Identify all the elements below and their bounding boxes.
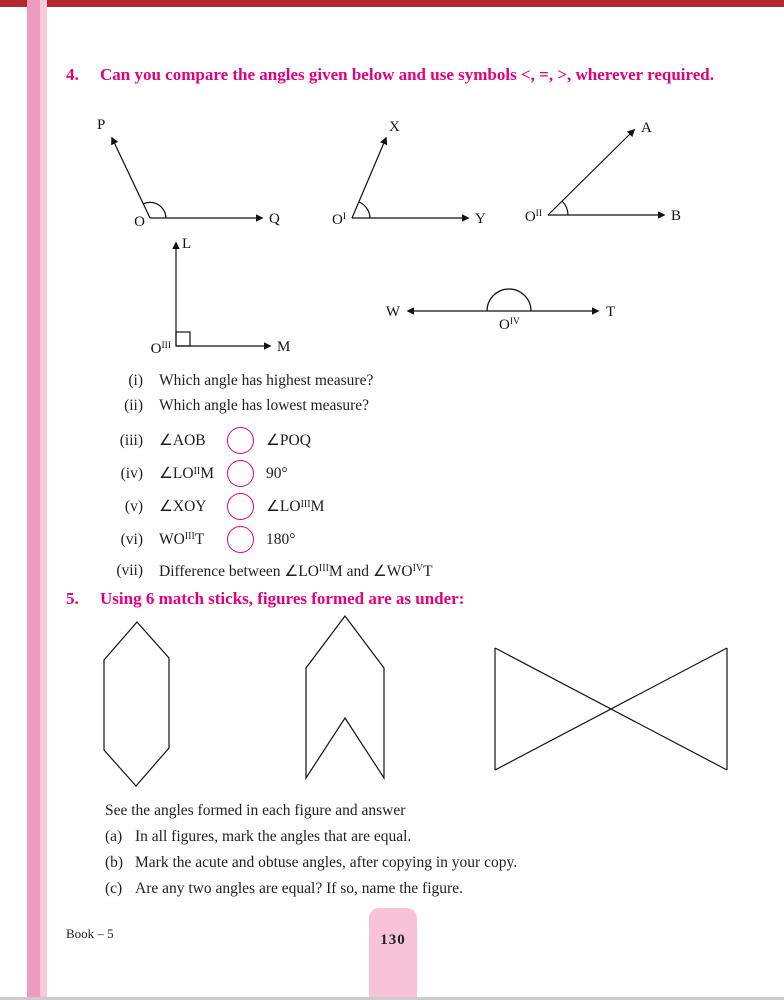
label-A: A <box>641 120 652 136</box>
question-5-text: Using 6 match sticks, figures formed are as under: <box>100 589 465 608</box>
question-5-number: 5. <box>66 589 79 608</box>
semicircle-arc-wot <box>487 289 531 311</box>
label-O4: $O^{IV}$ <box>499 317 520 333</box>
page-number: 130 <box>380 932 406 948</box>
question-5-intro: See the angles formed in each figure and answer <box>105 802 406 819</box>
subquestion-i-text: Which angle has highest measure? <box>159 371 374 389</box>
item-b-number: (b) <box>105 854 124 871</box>
subquestion-ii <box>105 393 715 418</box>
subquestion-vii-text: Difference between $\angle LO^{III}M$ and $\angle WO^{IV}T$ <box>159 562 433 580</box>
subquestion-vii <box>105 556 715 586</box>
figure-arrow <box>306 616 384 778</box>
answer-circle-vi[interactable] <box>227 526 254 553</box>
label-Q: Q <box>269 211 280 227</box>
subquestion-iii-number: (iii) <box>119 431 143 449</box>
question-5-instructions <box>105 798 705 902</box>
subquestion-ii-text: Which angle has lowest measure? <box>159 396 370 414</box>
figure-angle-lom <box>151 236 291 357</box>
expression-wot: $WO^{III}T$ <box>159 530 205 548</box>
label-B: B <box>671 208 682 224</box>
figure-angle-wot <box>386 289 615 333</box>
question-4-number: 4. <box>66 65 79 84</box>
answer-circle-iv[interactable] <box>227 460 254 487</box>
label-X: X <box>389 119 400 135</box>
figure-hexagon <box>104 622 169 786</box>
subquestion-ii-number: (ii) <box>124 396 143 414</box>
subquestion-iii <box>105 424 715 457</box>
subquestion-vii-number: (vii) <box>116 562 143 579</box>
ray-op <box>112 138 150 218</box>
answer-circle-iii[interactable] <box>227 427 254 454</box>
subquestion-v <box>105 490 715 523</box>
expression-aob: ∠AOB <box>159 432 206 449</box>
subquestion-vi <box>105 523 715 556</box>
label-O2: $O^{II}$ <box>524 209 542 225</box>
label-T: T <box>606 304 616 320</box>
value-180-degrees: 180° <box>266 530 296 548</box>
question-4-subquestions <box>105 368 715 586</box>
subquestion-vi-number: (vi) <box>120 530 143 548</box>
label-O3: $O^{III}$ <box>150 341 171 357</box>
left-pink-strip <box>27 0 40 1000</box>
angle-arc-xoy <box>359 202 370 218</box>
matchstick-figures-diagram <box>95 612 740 794</box>
question-4-heading <box>66 64 722 87</box>
question-5-item-a <box>105 824 705 850</box>
label-P: P <box>97 117 106 133</box>
subquestion-iv <box>105 457 715 490</box>
figure-angle-xoy <box>332 119 486 228</box>
question-5-item-b <box>105 850 705 876</box>
label-Y: Y <box>475 211 486 227</box>
right-angle-mark <box>176 332 190 346</box>
subquestion-v-number: (v) <box>124 497 143 515</box>
page-number-tab <box>369 908 417 1000</box>
subquestion-iv-number: (iv) <box>120 464 143 482</box>
angle-figures-diagram <box>95 115 695 365</box>
subquestion-i <box>105 368 715 393</box>
label-W: W <box>385 304 400 320</box>
label-M: M <box>277 339 291 355</box>
item-a-number: (a) <box>105 828 123 845</box>
expression-poq: ∠POQ <box>266 432 311 449</box>
figure-angle-aob <box>525 120 681 225</box>
question-5-heading <box>66 588 464 611</box>
figure-angle-poq <box>97 117 280 230</box>
top-red-bar <box>0 0 784 7</box>
question-5-item-c <box>105 876 705 902</box>
angle-arc-aob <box>562 201 568 215</box>
ray-oa <box>548 130 634 215</box>
label-O1: $O^I$ <box>331 212 346 228</box>
subquestion-i-number: (i) <box>128 371 143 389</box>
item-a-text: In all figures, mark the angles that are equal. <box>135 828 412 845</box>
expression-lo3m: $\angle LO^{III}M$ <box>266 498 325 515</box>
figure-bowtie <box>495 648 727 770</box>
book-label: Book – 5 <box>66 926 114 941</box>
item-c-number: (c) <box>105 880 123 897</box>
item-b-text: Mark the acute and obtuse angles, after copying in your copy. <box>135 854 518 871</box>
question-4-text: Can you compare the angles given below and use symbols <, =, >, wherever required. <box>100 65 715 84</box>
value-90-degrees: 90° <box>266 464 288 482</box>
ray-ox <box>352 138 386 218</box>
label-L: L <box>182 236 192 252</box>
label-O: O <box>134 214 145 230</box>
expression-xoy: ∠XOY <box>159 498 207 515</box>
left-pink-strip-inner <box>40 0 47 1000</box>
item-c-text: Are any two angles are equal? If so, name the figure. <box>135 880 463 897</box>
answer-circle-v[interactable] <box>227 493 254 520</box>
expression-lom: $\angle LO^{II}M$ <box>159 465 215 482</box>
